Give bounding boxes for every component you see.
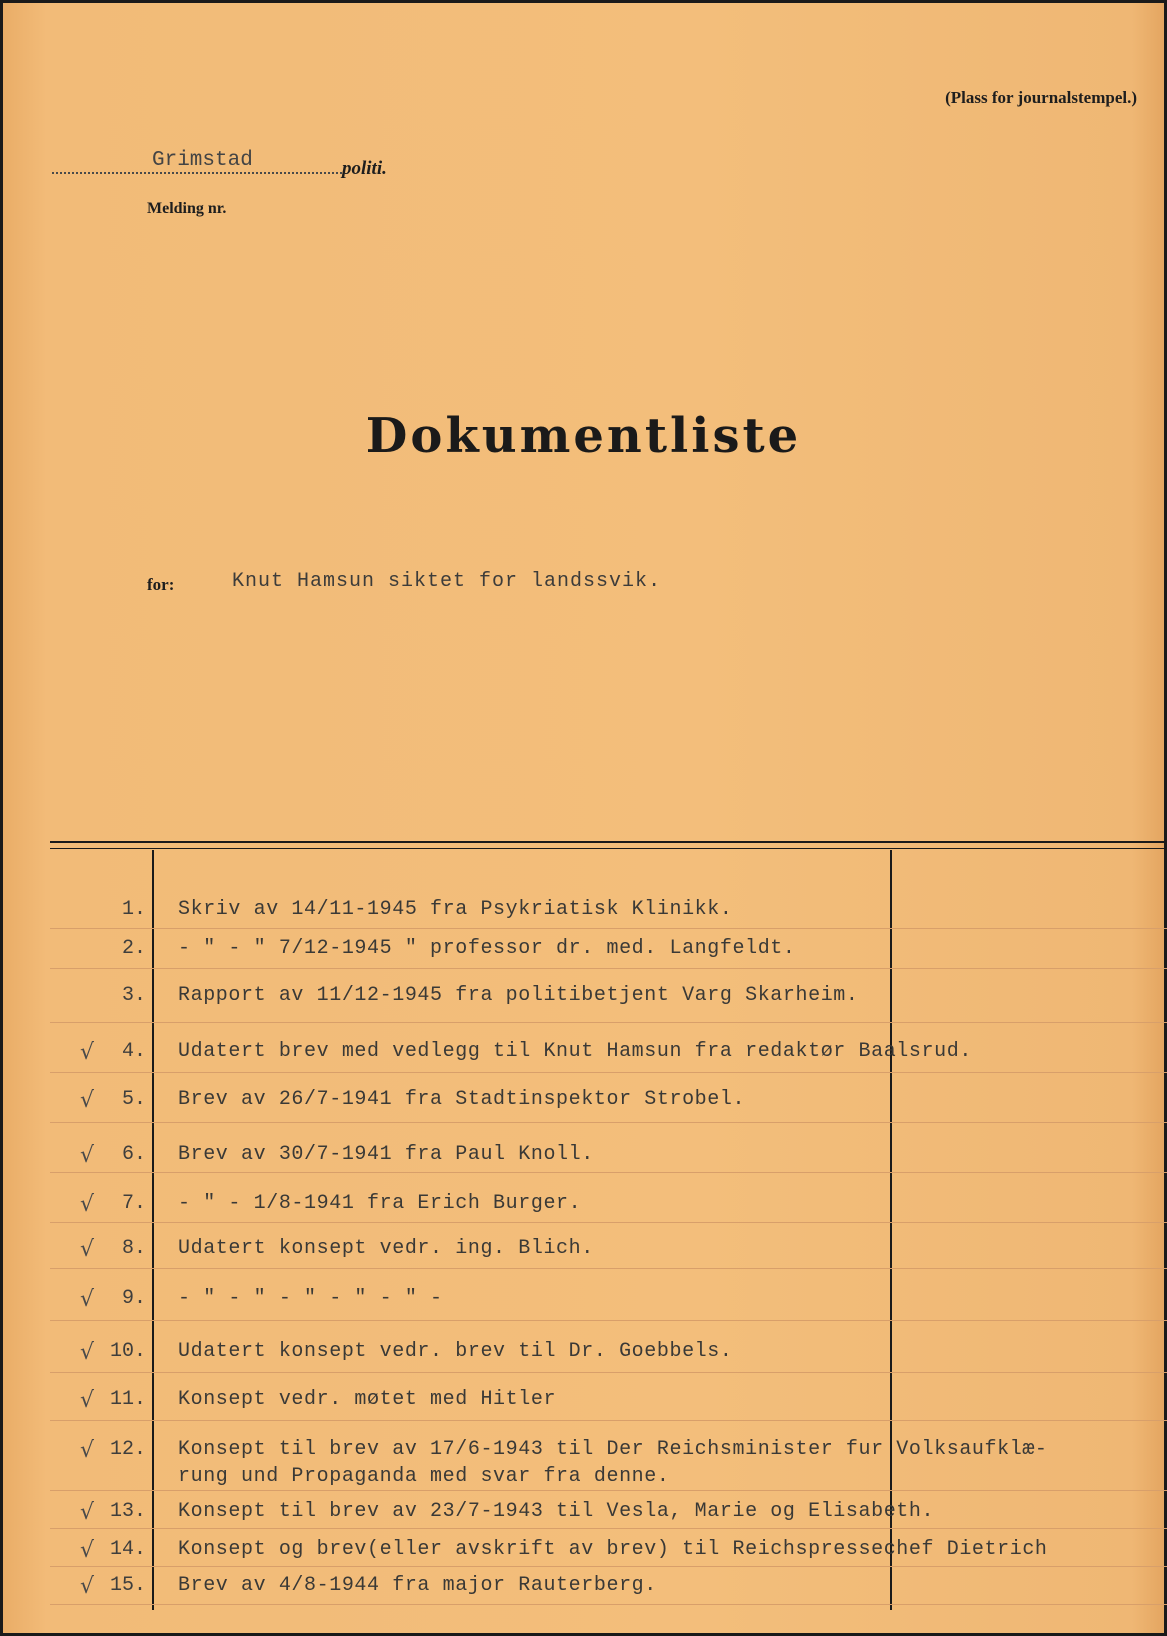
entry-text: Udatert konsept vedr. ing. Blich. (178, 1237, 594, 1260)
entry-number: 6. (121, 1143, 146, 1166)
check-mark: √ (80, 1438, 95, 1463)
list-item (0, 937, 1167, 967)
entry-text: Brev av 26/7-1941 fra Stadtinspektor Strobel. (178, 1088, 746, 1111)
table-top-rule-thin (50, 848, 1167, 849)
entry-text: - " - " - " - " - " - (178, 1287, 443, 1310)
entry-number: 15. (109, 1574, 146, 1597)
for-label: for: (147, 575, 175, 594)
check-mark: √ (80, 1287, 95, 1312)
entry-text: Udatert konsept vedr. brev til Dr. Goebbels. (178, 1340, 733, 1363)
entry-text: Rapport av 11/12-1945 fra politibetjent Varg Skarheim. (178, 984, 859, 1007)
entry-number: 3. (121, 984, 146, 1007)
list-item (0, 1040, 1167, 1070)
entry-number: 12. (109, 1438, 146, 1461)
ruled-line (50, 1320, 1167, 1321)
list-item (0, 1192, 1167, 1222)
list-item (0, 1538, 1167, 1568)
entry-number: 4. (121, 1040, 146, 1063)
page-title: Dokumentliste (365, 408, 802, 464)
ruled-line (50, 1268, 1167, 1269)
list-item (0, 1143, 1167, 1173)
ruled-line (50, 968, 1167, 969)
entry-text: Konsept til brev av 17/6-1943 til Der Reichsminister fur Volksaufklæ- (178, 1438, 1048, 1461)
check-mark: √ (80, 1388, 95, 1413)
list-item (0, 1237, 1167, 1267)
entry-text: Konsept til brev av 23/7-1943 til Vesla, Marie og Elisabeth. (178, 1500, 935, 1523)
police-district-field (52, 150, 342, 180)
journal-stamp-label: (Plass for journalstempel.) (945, 88, 1137, 107)
ruled-line (50, 1022, 1167, 1023)
list-item (0, 1340, 1167, 1370)
list-item (0, 1465, 1167, 1495)
check-mark: √ (80, 1040, 95, 1065)
entry-text: - " - " 7/12-1945 " professor dr. med. Langfeldt. (178, 937, 796, 960)
check-mark: √ (80, 1574, 95, 1599)
list-item (0, 1574, 1167, 1604)
list-item (0, 1088, 1167, 1118)
check-mark: √ (80, 1088, 95, 1113)
entry-text: Udatert brev med vedlegg til Knut Hamsun fra redaktør Baalsrud. (178, 1040, 972, 1063)
list-item (0, 1438, 1167, 1468)
entry-text: Brev av 30/7-1941 fra Paul Knoll. (178, 1143, 594, 1166)
ruled-line (50, 928, 1167, 929)
entry-text: Konsept og brev(eller avskrift av brev) til Reichspressechef Dietrich (178, 1538, 1048, 1561)
police-district-name: Grimstad (152, 149, 253, 172)
entry-number: 8. (121, 1237, 146, 1260)
melding-number-label: Melding nr. (147, 200, 227, 217)
entry-number: 5. (121, 1088, 146, 1111)
entry-number: 10. (109, 1340, 146, 1363)
table-top-rule (50, 841, 1167, 843)
check-mark: √ (80, 1500, 95, 1525)
check-mark: √ (80, 1192, 95, 1217)
entry-text: Konsept vedr. møtet med Hitler (178, 1388, 557, 1411)
list-item (0, 1287, 1167, 1317)
ruled-line (50, 1420, 1167, 1421)
ruled-line (50, 1122, 1167, 1123)
entry-number: 14. (109, 1538, 146, 1561)
check-mark: √ (80, 1340, 95, 1365)
list-item (0, 898, 1167, 928)
check-mark: √ (80, 1143, 95, 1168)
list-item (0, 1388, 1167, 1418)
entry-number: 11. (109, 1388, 146, 1411)
entry-number: 1. (121, 898, 146, 921)
police-suffix-label: politi. (342, 158, 387, 179)
for-subject-text: Knut Hamsun siktet for landssvik. (232, 570, 662, 593)
ruled-line (50, 1222, 1167, 1223)
entry-number: 9. (121, 1287, 146, 1310)
list-item (0, 984, 1167, 1014)
ruled-line (50, 1072, 1167, 1073)
entry-number: 2. (121, 937, 146, 960)
entry-number: 7. (121, 1192, 146, 1215)
entry-text: rung und Propaganda med svar fra denne. (178, 1465, 670, 1488)
entry-text: - " - 1/8-1941 fra Erich Burger. (178, 1192, 582, 1215)
entry-number: 13. (109, 1500, 146, 1523)
list-item (0, 1500, 1167, 1530)
entry-text: Brev av 4/8-1944 fra major Rauterberg. (178, 1574, 657, 1597)
dotted-line (52, 172, 342, 174)
check-mark: √ (80, 1237, 95, 1262)
ruled-line (50, 1604, 1167, 1605)
entry-text: Skriv av 14/11-1945 fra Psykriatisk Klinikk. (178, 898, 733, 921)
check-mark: √ (80, 1538, 95, 1563)
ruled-line (50, 1372, 1167, 1373)
